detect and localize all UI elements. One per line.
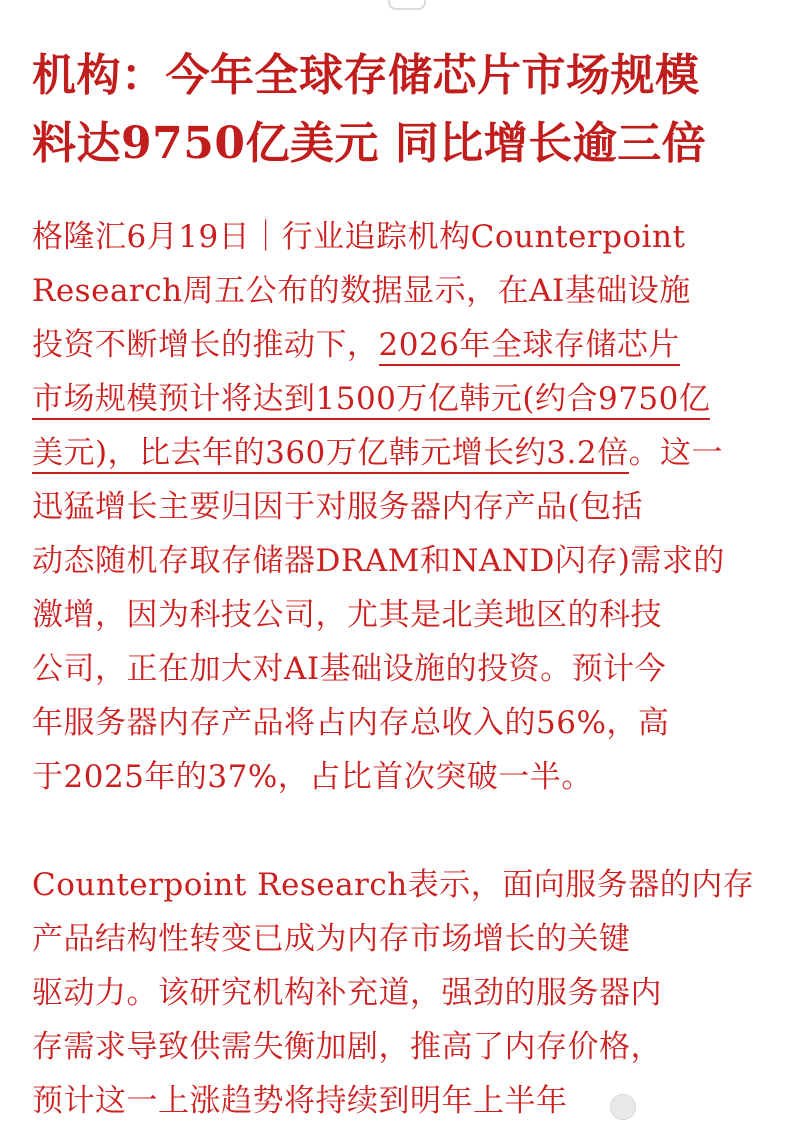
article-paragraph-2 <box>32 858 792 1128</box>
headline-line-1: 机构：今年全球存储芯片市场规模 <box>32 50 700 101</box>
paragraph-line: 驱动力。该研究机构补充道，强劲的服务器内 <box>32 975 662 1011</box>
paragraph-line: 激增，因为科技公司，尤其是北美地区的科技 <box>32 597 662 633</box>
article-paragraph-1 <box>32 210 792 804</box>
paragraph-line: Counterpoint Research表示，面向服务器的内存 <box>32 867 755 903</box>
paragraph-line: 于2025年的37%，占比首次突破一半。 <box>32 759 593 795</box>
highlighted-text: 2026年全球存储芯片 <box>379 327 680 366</box>
paragraph-line: 美元)，比去年的360万亿韩元增长约3.2倍。这一 <box>32 426 792 480</box>
highlighted-text: 市场规模预计将达到1500万亿韩元(约合9750亿 <box>32 381 710 420</box>
paragraph-line: 年服务器内存产品将占内存总收入的56%，高 <box>32 705 670 741</box>
paragraph-line: 动态随机存取存储器DRAM和NAND闪存)需求的 <box>32 543 725 579</box>
paragraph-line: 投资不断增长的推动下，2026年全球存储芯片 <box>32 318 792 372</box>
headline-line-2: 料达9750亿美元 同比增长逾三倍 <box>32 118 707 169</box>
paragraph-line: 存需求导致供需失衡加剧，推高了内存价格， <box>32 1029 662 1065</box>
paragraph-line: 产品结构性转变已成为内存市场增长的关键 <box>32 921 631 957</box>
watermark <box>610 1094 798 1120</box>
drag-handle <box>388 0 426 10</box>
paragraph-line: Research周五公布的数据显示，在AI基础设施 <box>32 273 691 309</box>
highlighted-text: 美元)，比去年的360万亿韩元增长约3.2倍 <box>32 435 629 474</box>
paragraph-line: 预计这一上涨趋势将持续到明年上半年 <box>32 1083 568 1119</box>
paragraph-line: 格隆汇6月19日｜行业追踪机构Counterpoint <box>32 219 686 255</box>
paragraph-line: 迅猛增长主要归因于对服务器内存产品(包括 <box>32 489 644 525</box>
article-headline <box>32 42 792 178</box>
paragraph-line <box>32 372 792 426</box>
weibo-logo-icon <box>610 1094 636 1120</box>
paragraph-line: 公司，正在加大对AI基础设施的投资。预计今 <box>32 651 667 687</box>
